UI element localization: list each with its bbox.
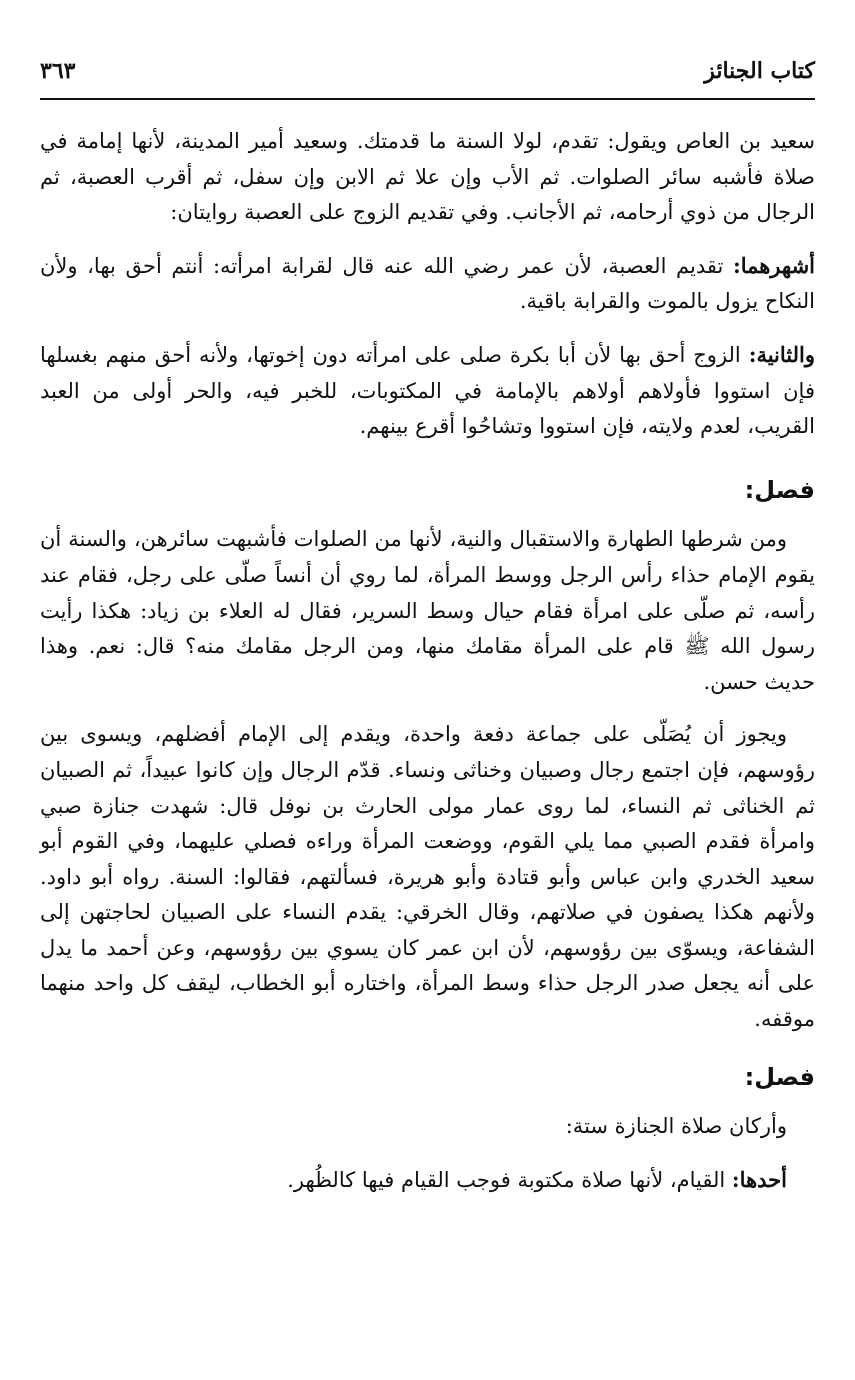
page-number: ٣٦٣ bbox=[40, 58, 76, 84]
paragraph-pillars-intro: وأركان صلاة الجنازة ستة: bbox=[565, 1114, 787, 1139]
running-title: كتاب الجنائز bbox=[704, 58, 815, 84]
page-body bbox=[40, 124, 815, 1215]
second-narration-text: الزوج أحق بها لأن أبا بكرة صلى على امرأته دون إخوتها، ولأنه أحق منهم بغسلها فإن استووا فأولاهم أولاهم بالإمامة في المكتوبات، للخبر فيه، والحر أولى من العبد القريب، لعدم ولايته، فإن استووا وتشاحُوا أقرع بينهم. bbox=[40, 342, 815, 439]
first-narration-text: تقديم العصبة، لأن عمر رضي الله عنه قال لقرابة امرأته: أنتم أحق بها، ولأن النكاح يزول بالموت والقرابة باقية. bbox=[40, 253, 815, 314]
section-heading-pillars: فصل: bbox=[744, 1062, 815, 1091]
paragraph-conditions: ومن شرطها الطهارة والاستقبال والنية، لأنها من الصلوات فأشبهت سائرهن، والسنة أن يقوم الإمام حذاء رأس الرجل ووسط المرأة، لما روي أن أنساً صلّى على رجل، فقام عند رأسه، ثم صلّى على امرأة فقام حيال وسط السرير، فقال له العلاء بن زياد: هكذا رأيت رسول الله ﷺ قام على المرأة مقامك منها، ومن الرجل مقامك منه؟ قال: نعم. وهذا حديث حسن. bbox=[40, 527, 815, 694]
first-narration-label: أشهرهما: bbox=[732, 252, 815, 278]
second-narration-label: والثانية: bbox=[748, 341, 815, 367]
paragraph-intro: سعيد بن العاص ويقول: تقدم، لولا السنة ما قدمتك. وسعيد أمير المدينة، لأنها إمامة في صلاة فأشبه سائر الصلوات. ثم الأب وإن علا ثم الابن وإن سفل، ثم أقرب العصبة، ثم الرجال من ذوي أرحامه، ثم الأجانب. وفي تقديم الزوج على العصبة روايتان: bbox=[40, 129, 815, 225]
section-heading-conditions: فصل: bbox=[744, 475, 815, 504]
paragraph-group-prayer: ويجوز أن يُصَلّى على جماعة دفعة واحدة، ويقدم إلى الإمام أفضلهم، ويسوى بين رؤوسهم، فإن اجتمع رجال وصبيان وخناثى ونساء. قدّم الرجال وإن كانوا عبيداً، ثم الصبيان ثم الخناثى ثم النساء، لما روى عمار مولى الحارث بن نوفل قال: شهدت جنازة صبي وامرأة فقدم الصبي مما يلي القوم، ووضعت المرأة وراءه فصلي عليهما، وفي القوم أبو سعيد الخدري وابن عباس وأبو قتادة وأبو هريرة، فسألتهم، فقالوا: السنة. رواه أبو داود. ولأنهم هكذا يصفون في صلاتهم، وقال الخرقي: يقدم النساء على الصبيان لحاجتهن إلى الشفاعة، ويسوّى بين رؤوسهم، لأن ابن عمر كان يسوي بين رؤوسهم، وعن أحمد ما يدل على أنه يجعل صدر الرجل حذاء وسط المرأة، واختاره أبو الخطاب، ليقف كل واحد منهما موقفه. bbox=[40, 722, 815, 1032]
first-pillar-text: القيام، لأنها صلاة مكتوبة فوجب القيام فيها كالظُهر. bbox=[287, 1167, 732, 1192]
paragraph-first-narration bbox=[40, 248, 815, 320]
page-header bbox=[40, 58, 815, 100]
paragraph-second-narration bbox=[40, 337, 815, 445]
paragraph-first-pillar bbox=[40, 1162, 815, 1199]
first-pillar-label: أحدها: bbox=[731, 1166, 787, 1192]
